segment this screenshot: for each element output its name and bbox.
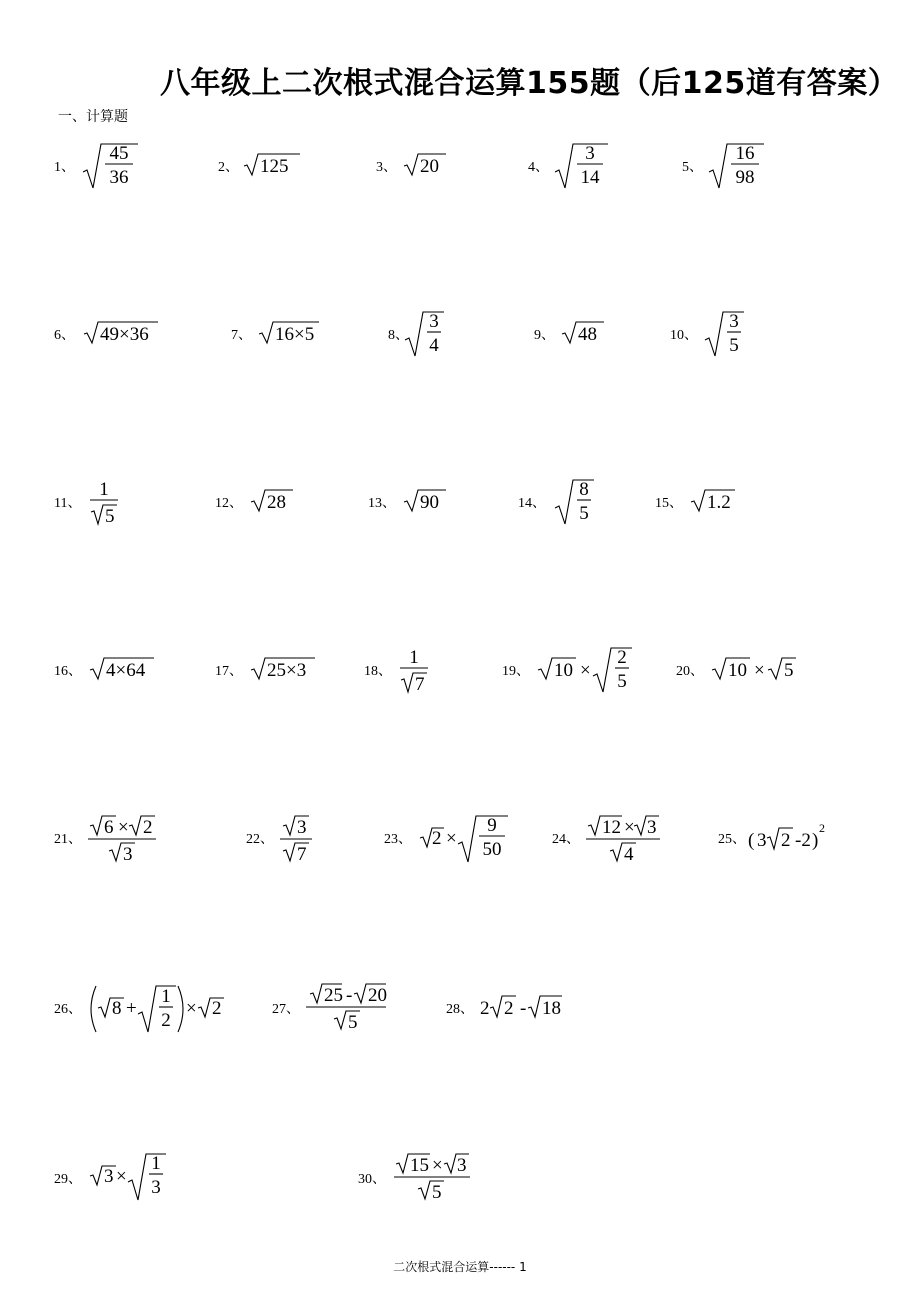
expression — [560, 320, 606, 346]
page-title: 八年级上二次根式混合运算155题（后125道有答案） — [160, 66, 899, 101]
left-paren: ( — [748, 830, 755, 851]
problem-number: 7、 — [231, 328, 252, 343]
numerator: 3 — [297, 817, 307, 838]
expression — [88, 1152, 168, 1204]
problem-number: 6、 — [54, 328, 75, 343]
coefficient: 2 — [480, 998, 490, 1019]
expression — [748, 818, 838, 858]
operator: - — [346, 985, 353, 1006]
problem-number: 28、 — [446, 1002, 474, 1017]
problem-number: 4、 — [528, 160, 549, 175]
problem-number: 20、 — [676, 664, 704, 679]
coefficient: 3 — [757, 830, 767, 851]
radicand: 10 — [554, 660, 573, 681]
denominator: 50 — [482, 839, 502, 860]
radicand: 2 — [504, 998, 514, 1019]
left-paren — [91, 986, 96, 1032]
expression — [88, 982, 228, 1036]
problem-number: 15、 — [655, 496, 683, 511]
expression — [88, 478, 128, 528]
numerator: 45 — [109, 143, 129, 164]
radicand: 15 — [410, 1155, 429, 1176]
expression — [88, 814, 160, 866]
operator: × — [118, 817, 129, 838]
numerator: 3 — [585, 143, 595, 164]
numerator: 9 — [487, 815, 497, 836]
problem-number: 29、 — [54, 1172, 82, 1187]
radicand: 2 — [432, 828, 442, 849]
radicand-2: 2 — [143, 817, 153, 838]
radicand: 2 — [781, 830, 791, 851]
expression — [306, 982, 392, 1036]
denominator: 5 — [348, 1012, 358, 1033]
denominator: 3 — [151, 1177, 161, 1198]
radicand: 125 — [260, 156, 289, 177]
radicand: 48 — [578, 324, 597, 345]
subtract-term: -2 — [795, 830, 811, 851]
expression — [710, 656, 800, 682]
problem-number: 26、 — [54, 1002, 82, 1017]
operator: × — [580, 660, 591, 681]
numerator: 8 — [579, 479, 589, 500]
denominator: 98 — [735, 167, 755, 188]
numerator: 16 — [735, 143, 755, 164]
expression — [706, 142, 766, 192]
problem-number: 25、 — [718, 832, 746, 847]
problem-number: 24、 — [552, 832, 580, 847]
expression — [402, 488, 448, 514]
problem-number: 23、 — [384, 832, 412, 847]
numerator: 3 — [429, 311, 439, 332]
radicand: 16×5 — [275, 324, 315, 345]
radicand: 6 — [104, 817, 114, 838]
problem-number: 2、 — [218, 160, 239, 175]
radicand: 28 — [267, 492, 286, 513]
expression — [702, 310, 752, 360]
problem-number: 1、 — [54, 160, 75, 175]
radicand-2: 20 — [368, 985, 387, 1006]
problem-number: 10、 — [670, 328, 698, 343]
expression — [82, 320, 162, 346]
expression — [242, 152, 302, 178]
denominator: 4 — [429, 335, 439, 356]
problem-number: 8、 — [388, 328, 409, 343]
expression — [398, 646, 438, 696]
operator: × — [116, 1166, 127, 1187]
numerator: 1 — [409, 647, 419, 668]
denominator: 5 — [579, 503, 589, 524]
numerator: 1 — [161, 986, 171, 1007]
denominator: 5 — [432, 1182, 442, 1203]
exponent: 2 — [819, 821, 825, 835]
expression — [249, 656, 319, 682]
denominator: 7 — [415, 674, 425, 695]
denominator: 4 — [624, 844, 634, 865]
numerator: 3 — [729, 311, 739, 332]
expression — [88, 656, 158, 682]
problem-number: 30、 — [358, 1172, 386, 1187]
plus-operator: + — [126, 998, 137, 1019]
expression — [480, 994, 570, 1020]
problem-number: 18、 — [364, 664, 392, 679]
operator: × — [446, 828, 457, 849]
operator: × — [754, 660, 765, 681]
operator: × — [186, 998, 197, 1019]
expression — [586, 814, 662, 866]
radicand: 25 — [324, 985, 343, 1006]
denominator: 5 — [617, 671, 627, 692]
problem-number: 13、 — [368, 496, 396, 511]
radicand-2: 5 — [784, 660, 794, 681]
radicand: 10 — [728, 660, 747, 681]
problem-number: 3、 — [376, 160, 397, 175]
numerator: 1 — [151, 1153, 161, 1174]
denominator: 36 — [109, 167, 129, 188]
expression — [249, 488, 295, 514]
page-footer: 二次根式混合运算------ 1 — [393, 1260, 527, 1274]
expression — [552, 142, 612, 192]
expression — [80, 142, 140, 192]
problem-number: 14、 — [518, 496, 546, 511]
expression — [402, 152, 448, 178]
radicand: 90 — [420, 492, 439, 513]
denominator: 3 — [123, 844, 133, 865]
expression — [689, 488, 739, 514]
section-heading: 一、计算题 — [58, 109, 128, 125]
problem-number: 16、 — [54, 664, 82, 679]
radicand: 4×64 — [106, 660, 146, 681]
radicand: 8 — [112, 998, 122, 1019]
radicand: 49×36 — [100, 324, 149, 345]
expression — [402, 310, 452, 360]
expression — [418, 814, 518, 866]
problem-number: 9、 — [534, 328, 555, 343]
problem-number: 5、 — [682, 160, 703, 175]
expression — [552, 478, 602, 528]
problem-number: 27、 — [272, 1002, 300, 1017]
radicand-2: 18 — [542, 998, 561, 1019]
radicand: 3 — [104, 1166, 114, 1187]
denominator: 14 — [580, 167, 600, 188]
right-paren — [178, 986, 183, 1032]
radicand: 12 — [602, 817, 621, 838]
expression — [257, 320, 321, 346]
problem-number: 19、 — [502, 664, 530, 679]
problem-number: 17、 — [215, 664, 243, 679]
problem-number: 11、 — [54, 496, 82, 511]
denominator: 5 — [105, 506, 115, 527]
denominator: 7 — [297, 844, 307, 865]
right-paren: ) — [812, 830, 819, 851]
radicand: 1.2 — [707, 492, 731, 513]
radicand-2: 3 — [647, 817, 657, 838]
denominator: 5 — [729, 335, 739, 356]
expression — [280, 814, 320, 866]
radicand-2: 3 — [457, 1155, 467, 1176]
expression — [394, 1152, 470, 1204]
problem-number: 22、 — [246, 832, 274, 847]
operator: × — [624, 817, 635, 838]
operator: - — [520, 998, 527, 1019]
denominator: 2 — [161, 1010, 171, 1031]
numerator: 1 — [99, 479, 109, 500]
operator: × — [432, 1155, 443, 1176]
radicand: 25×3 — [267, 660, 307, 681]
radicand: 20 — [420, 156, 439, 177]
problem-number: 21、 — [54, 832, 82, 847]
problem-number: 12、 — [215, 496, 243, 511]
radicand-2: 2 — [212, 998, 222, 1019]
numerator: 2 — [617, 647, 627, 668]
expression — [536, 646, 646, 696]
